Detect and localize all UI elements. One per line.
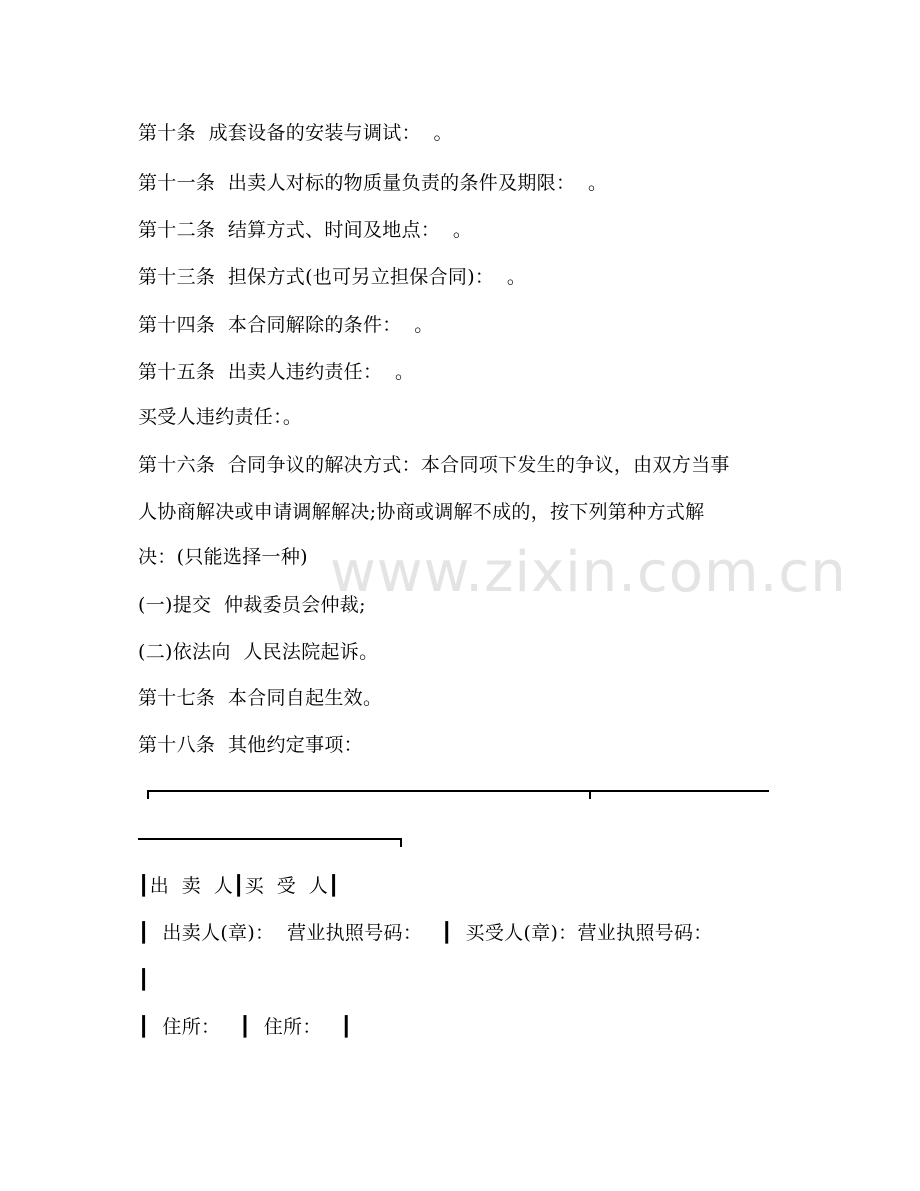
table-top-right-corner-v	[400, 838, 402, 847]
table-top-mid-tee	[589, 790, 591, 799]
option-arbitration: (一)提交 仲裁委员会仲裁;	[138, 594, 366, 616]
clause-17: 第十七条 本合同自起生效。	[138, 687, 383, 709]
clause-18: 第十八条 其他约定事项：	[138, 734, 363, 756]
clause-13: 第十三条 担保方式(也可另立担保合同)： 。	[138, 266, 527, 288]
clause-15: 第十五条 出卖人违约责任： 。	[138, 361, 415, 383]
table-header-row: ┃出 卖 人┃买 受 人┃	[138, 875, 340, 897]
table-top-border-wrap	[138, 838, 402, 840]
table-top-border	[147, 790, 769, 792]
watermark: www.zixin.com.cn	[330, 540, 847, 605]
table-row-signature: ┃ 出卖人(章)： 营业执照号码： ┃ 买受人(章)：营业执照号码：	[138, 922, 713, 944]
clause-14: 第十四条 本合同解除的条件： 。	[138, 314, 434, 336]
clause-11: 第十一条 出卖人对标的物质量负责的条件及期限： 。	[138, 172, 608, 194]
clause-16-line-3: 决：(只能选择一种)	[138, 546, 308, 568]
clause-16-line-2: 人协商解决或申请调解解决;协商或调解不成的，按下列第种方式解	[138, 501, 705, 523]
buyer-liability: 买受人违约责任：。	[138, 406, 303, 428]
table-row-address: ┃ 住所： ┃ 住所： ┃	[138, 1016, 353, 1038]
clause-10: 第十条 成套设备的安装与调试： 。	[138, 122, 453, 144]
option-court: (二)依法向 人民法院起诉。	[138, 641, 379, 663]
clause-12: 第十二条 结算方式、时间及地点： 。	[138, 219, 473, 241]
table-row-signature-wrap: ┃	[138, 969, 150, 991]
clause-16-line-1: 第十六条 合同争议的解决方式：本合同项下发生的争议，由双方当事	[138, 454, 730, 476]
